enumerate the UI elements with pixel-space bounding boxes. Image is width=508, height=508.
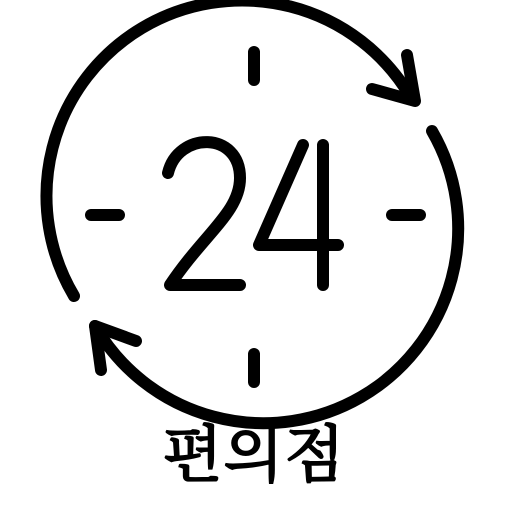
counterclockwise-arc [95,131,458,423]
store-type-caption: 편의점 [162,418,346,491]
digit-2 [168,142,240,285]
